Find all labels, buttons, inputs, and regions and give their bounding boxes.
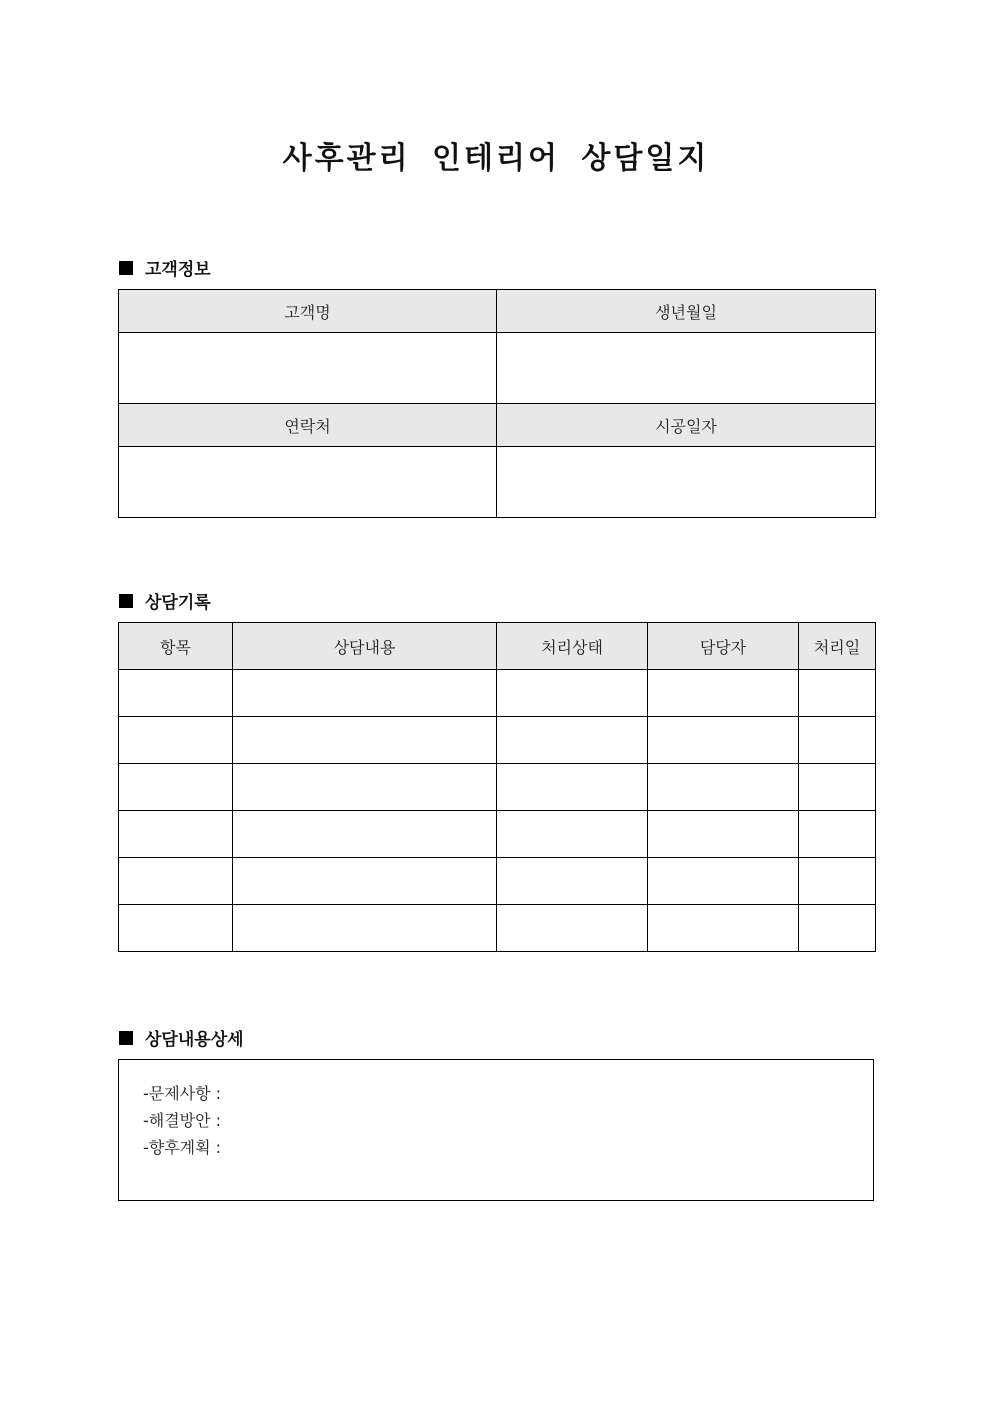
cell-date[interactable] — [799, 811, 876, 858]
detail-line-solution — [143, 1107, 221, 1134]
section-heading-label: 고객정보 — [145, 260, 211, 280]
customer-info-table — [118, 289, 876, 518]
field-value-construction-date[interactable] — [497, 447, 876, 518]
column-header-manager: 담당자 — [648, 623, 799, 670]
cell-status[interactable] — [497, 858, 648, 905]
cell-status[interactable] — [497, 717, 648, 764]
column-header-date: 처리일 — [799, 623, 876, 670]
table-row — [119, 811, 876, 858]
consult-detail-lines — [143, 1080, 221, 1161]
field-label-contact: 연락처 — [119, 404, 497, 447]
field-label-birth-date: 생년월일 — [497, 290, 876, 333]
section-heading-label: 상담내용상세 — [145, 1030, 244, 1050]
cell-date[interactable] — [799, 905, 876, 952]
cell-item[interactable] — [119, 670, 233, 717]
cell-manager[interactable] — [648, 811, 799, 858]
cell-item[interactable] — [119, 905, 233, 952]
field-label-customer-name: 고객명 — [119, 290, 497, 333]
detail-label-plan: -향후계획 : — [143, 1138, 222, 1157]
table-row — [119, 764, 876, 811]
table-row — [119, 670, 876, 717]
cell-content[interactable] — [233, 858, 497, 905]
field-value-customer-name[interactable] — [119, 333, 497, 404]
section-heading-consult-log — [119, 588, 211, 613]
table-row — [119, 905, 876, 952]
cell-status[interactable] — [497, 670, 648, 717]
field-value-birth-date[interactable] — [497, 333, 876, 404]
cell-date[interactable] — [799, 858, 876, 905]
cell-status[interactable] — [497, 811, 648, 858]
cell-manager[interactable] — [648, 905, 799, 952]
cell-content[interactable] — [233, 717, 497, 764]
cell-status[interactable] — [497, 905, 648, 952]
cell-status[interactable] — [497, 764, 648, 811]
cell-manager[interactable] — [648, 717, 799, 764]
cell-content[interactable] — [233, 764, 497, 811]
cell-manager[interactable] — [648, 764, 799, 811]
document-title: 사후관리 인테리어 상담일지 — [282, 141, 710, 176]
consult-detail-box[interactable] — [118, 1059, 874, 1201]
detail-label-solution: -해결방안 : — [143, 1111, 222, 1130]
section-heading-consult-detail — [119, 1025, 244, 1050]
cell-item[interactable] — [119, 717, 233, 764]
square-bullet-icon — [119, 594, 133, 608]
consult-log-table — [118, 622, 876, 952]
cell-content[interactable] — [233, 905, 497, 952]
cell-content[interactable] — [233, 670, 497, 717]
cell-item[interactable] — [119, 811, 233, 858]
cell-item[interactable] — [119, 764, 233, 811]
cell-manager[interactable] — [648, 858, 799, 905]
cell-date[interactable] — [799, 717, 876, 764]
cell-date[interactable] — [799, 670, 876, 717]
cell-content[interactable] — [233, 811, 497, 858]
field-label-construction-date: 시공일자 — [497, 404, 876, 447]
cell-date[interactable] — [799, 764, 876, 811]
field-value-contact[interactable] — [119, 447, 497, 518]
column-header-status: 처리상태 — [497, 623, 648, 670]
section-heading-label: 상담기록 — [145, 593, 211, 613]
table-header-row — [119, 623, 876, 670]
detail-line-problem — [143, 1080, 221, 1107]
section-heading-customer-info — [119, 255, 211, 280]
column-header-content: 상담내용 — [233, 623, 497, 670]
table-row — [119, 717, 876, 764]
detail-label-problem: -문제사항 : — [143, 1084, 222, 1103]
cell-item[interactable] — [119, 858, 233, 905]
cell-manager[interactable] — [648, 670, 799, 717]
square-bullet-icon — [119, 261, 133, 275]
table-row — [119, 858, 876, 905]
square-bullet-icon — [119, 1031, 133, 1045]
column-header-item: 항목 — [119, 623, 233, 670]
detail-line-plan — [143, 1134, 221, 1161]
